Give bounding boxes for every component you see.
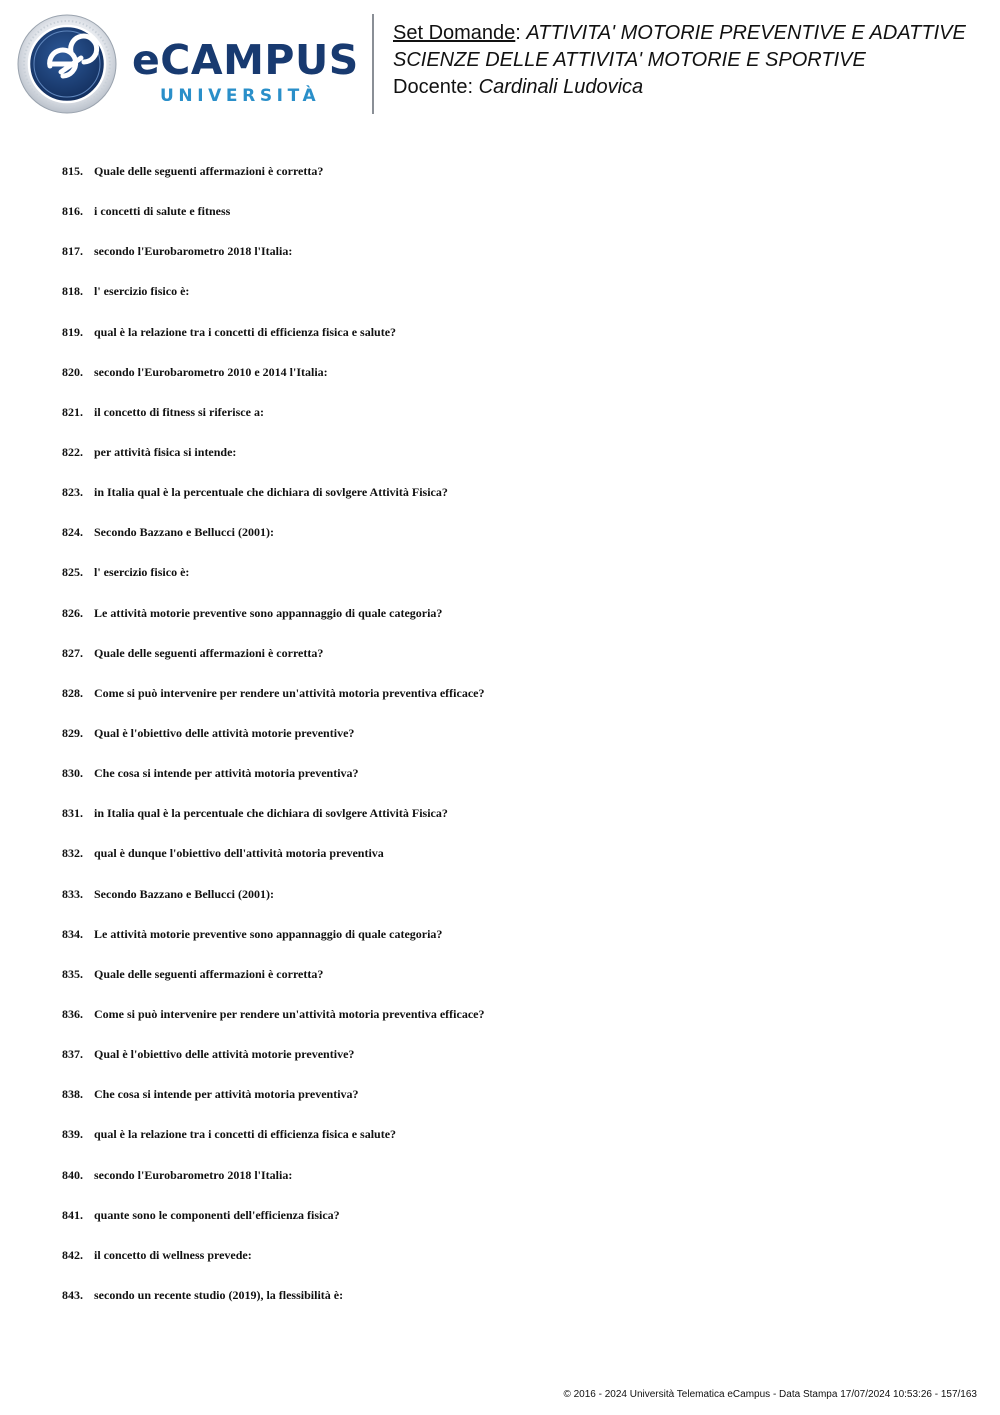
question-number: 822. <box>62 444 83 459</box>
ecampus-seal-logo-icon <box>17 14 117 114</box>
question-item <box>62 483 962 523</box>
question-text: il concetto di fitness si riferisce a: <box>94 404 264 419</box>
question-number: 827. <box>62 645 83 660</box>
question-text: Le attività motorie preventive sono appannaggio di quale categoria? <box>94 605 443 620</box>
question-text: Come si può intervenire per rendere un'attività motoria preventiva efficace? <box>94 685 485 700</box>
question-text: i concetti di salute e fitness <box>94 204 231 219</box>
question-item <box>62 323 962 363</box>
question-text: secondo l'Eurobarometro 2018 l'Italia: <box>94 1167 293 1182</box>
question-number: 821. <box>62 404 83 419</box>
question-item <box>62 684 962 724</box>
question-item <box>62 1005 962 1045</box>
header-info <box>393 20 993 101</box>
question-text: secondo un recente studio (2019), la flessibilità è: <box>94 1287 344 1302</box>
question-number: 837. <box>62 1047 83 1062</box>
brand-subtitle: UNIVERSITÀ <box>160 86 321 106</box>
question-item <box>62 885 962 925</box>
question-number: 838. <box>62 1087 83 1102</box>
question-number: 832. <box>62 846 83 861</box>
question-number: 842. <box>62 1247 83 1262</box>
question-text: per attività fisica si intende: <box>94 444 237 459</box>
question-number: 817. <box>62 244 83 259</box>
set-separator: : <box>515 22 521 44</box>
question-text: quante sono le componenti dell'efficienza fisica? <box>94 1207 340 1222</box>
question-number: 829. <box>62 725 83 740</box>
question-text: Le attività motorie preventive sono appannaggio di quale categoria? <box>94 926 443 941</box>
question-item <box>62 282 962 322</box>
question-item <box>62 162 962 202</box>
question-item <box>62 925 962 965</box>
docente-label: Docente: <box>393 76 474 98</box>
question-item <box>62 644 962 684</box>
question-number: 826. <box>62 605 83 620</box>
docente-line <box>393 74 993 101</box>
question-number: 841. <box>62 1207 83 1222</box>
question-text: Quale delle seguenti affermazioni è corretta? <box>94 164 324 178</box>
brand-name: eCAMPUS <box>132 36 359 84</box>
header-divider <box>372 14 374 114</box>
question-item <box>62 563 962 603</box>
question-text: Che cosa si intende per attività motoria preventiva? <box>94 766 359 781</box>
question-item <box>62 844 962 884</box>
question-item <box>62 724 962 764</box>
question-number: 831. <box>62 806 83 821</box>
question-text: in Italia qual è la percentuale che dichiara di sovlgere Attività Fisica? <box>94 485 448 500</box>
question-text: l' esercizio fisico è: <box>94 284 190 299</box>
question-number: 834. <box>62 926 83 941</box>
question-number: 818. <box>62 284 83 299</box>
question-item <box>62 1286 962 1326</box>
question-item <box>62 443 962 483</box>
question-item <box>62 804 962 844</box>
question-item <box>62 403 962 443</box>
question-text: il concetto di wellness prevede: <box>94 1247 252 1262</box>
question-text: Quale delle seguenti affermazioni è corretta? <box>94 645 324 660</box>
question-number: 816. <box>62 204 83 219</box>
question-item <box>62 1166 962 1206</box>
question-item <box>62 1246 962 1286</box>
set-title: ATTIVITA' MOTORIE PREVENTIVE E ADATTIVE <box>526 22 966 44</box>
docente-name: Cardinali Ludovica <box>478 76 644 98</box>
question-number: 823. <box>62 485 83 500</box>
question-number: 819. <box>62 324 83 339</box>
question-item <box>62 1125 962 1165</box>
question-text: qual è la relazione tra i concetti di efficienza fisica e salute? <box>94 324 397 339</box>
question-text: Qual è l'obiettivo delle attività motorie preventive? <box>94 725 355 740</box>
question-number: 836. <box>62 1006 83 1021</box>
question-item <box>62 965 962 1005</box>
question-text: secondo l'Eurobarometro 2018 l'Italia: <box>94 244 293 259</box>
question-number: 840. <box>62 1167 83 1182</box>
ecampus-wordmark <box>132 36 359 110</box>
question-text: Quale delle seguenti affermazioni è corretta? <box>94 966 324 981</box>
question-number: 835. <box>62 966 83 981</box>
question-item <box>62 523 962 563</box>
question-number: 833. <box>62 886 83 901</box>
question-item <box>62 1085 962 1125</box>
question-number: 815. <box>62 164 83 178</box>
question-text: in Italia qual è la percentuale che dichiara di sovlgere Attività Fisica? <box>94 806 448 821</box>
question-item <box>62 764 962 804</box>
question-number: 824. <box>62 525 83 540</box>
question-item <box>62 202 962 242</box>
question-text: secondo l'Eurobarometro 2010 e 2014 l'Italia: <box>94 364 328 379</box>
set-label: Set Domande <box>393 22 516 44</box>
question-number: 828. <box>62 685 83 700</box>
question-item <box>62 604 962 644</box>
question-item <box>62 1206 962 1246</box>
question-number: 843. <box>62 1287 83 1302</box>
set-title-line-2: SCIENZE DELLE ATTIVITA' MOTORIE E SPORTIVE <box>393 49 866 71</box>
set-title-line-1 <box>393 20 993 47</box>
question-text: l' esercizio fisico è: <box>94 565 190 580</box>
question-number: 820. <box>62 364 83 379</box>
question-number: 825. <box>62 565 83 580</box>
question-number: 830. <box>62 766 83 781</box>
question-text: Come si può intervenire per rendere un'attività motoria preventiva efficace? <box>94 1006 485 1021</box>
question-item <box>62 242 962 282</box>
question-number: 839. <box>62 1127 83 1142</box>
question-text: qual è dunque l'obiettivo dell'attività motoria preventiva <box>94 846 384 861</box>
question-text: Qual è l'obiettivo delle attività motorie preventive? <box>94 1047 355 1062</box>
question-list <box>62 162 962 1326</box>
question-item <box>62 1045 962 1085</box>
question-text: Secondo Bazzano e Bellucci (2001): <box>94 525 274 540</box>
question-text: Secondo Bazzano e Bellucci (2001): <box>94 886 274 901</box>
question-item <box>62 363 962 403</box>
footer-copyright: © 2016 - 2024 Università Telematica eCampus - Data Stampa 17/07/2024 10:53:26 - 157/163 <box>563 1389 977 1400</box>
question-text: Che cosa si intende per attività motoria preventiva? <box>94 1087 359 1102</box>
question-text: qual è la relazione tra i concetti di efficienza fisica e salute? <box>94 1127 397 1142</box>
